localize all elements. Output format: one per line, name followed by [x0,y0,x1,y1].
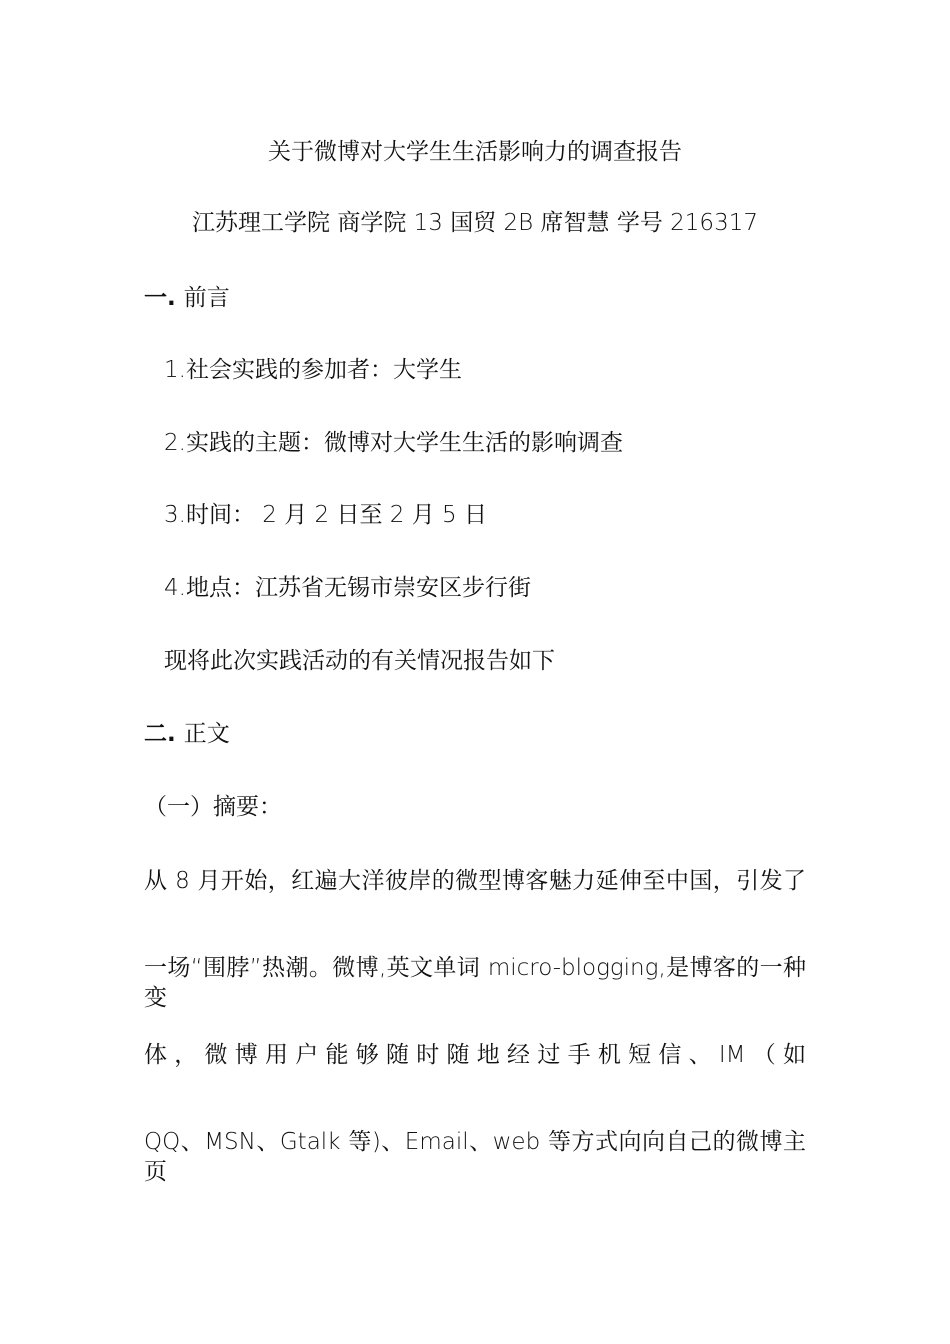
section-title: 正文 [183,721,230,747]
section-number: 一. [144,285,176,311]
report-intro-line: 现将此次实践活动的有关情况报告如下 [164,648,555,674]
section-heading-body [144,719,230,749]
section-number: 二. [144,721,176,747]
body-paragraph-line: 体，微博用户能够随时随地经过手机短信、IM（如 [144,1042,806,1068]
list-item: 2.实践的主题：微博对大学生生活的影响调查 [164,430,623,456]
list-item: 1.社会实践的参加者：大学生 [164,357,462,383]
list-item: 3.时间： 2 月 2 日至 2 月 5 日 [164,502,487,528]
list-item: 4.地点：江苏省无锡市崇安区步行街 [164,575,531,601]
document-title: 关于微博对大学生生活影响力的调查报告 [268,139,682,165]
subsection-heading-abstract: （一）摘要： [144,794,282,820]
section-title: 前言 [183,285,230,311]
body-paragraph-line: 一场“围脖”热潮。微博,英文单词 micro-blogging,是博客的一种变 [144,955,806,1011]
body-paragraph-line: 从 8 月开始，红遍大洋彼岸的微型博客魅力延伸至中国，引发了 [144,868,806,894]
author-line: 江苏理工学院 商学院 13 国贸 2B 席智慧 学号 216317 [192,210,758,236]
section-heading-preface [144,283,230,313]
body-paragraph-line: QQ、MSN、Gtalk 等)、Email、web 等方式向向自己的微博主页 [144,1129,806,1185]
